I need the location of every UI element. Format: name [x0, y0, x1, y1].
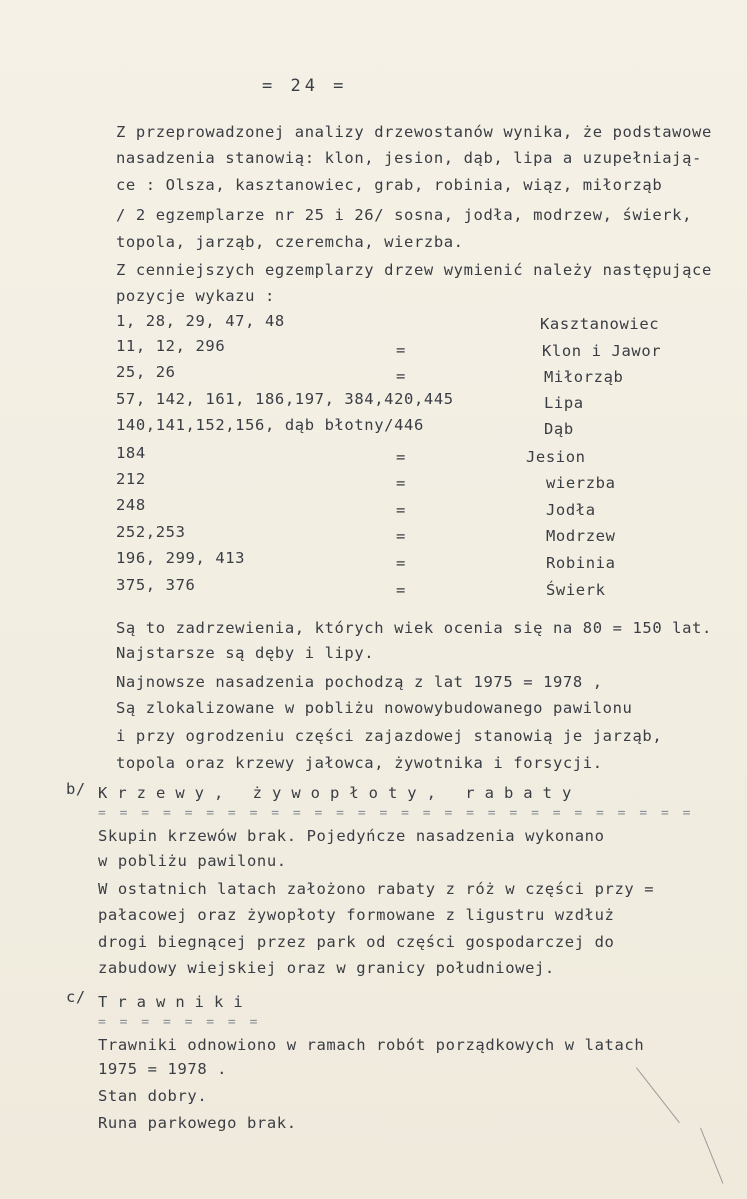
section-c-underline: = = = = = = = = [98, 1015, 261, 1030]
page-number: = 24 = [262, 76, 348, 96]
tree-numbers-1: 1, 28, 29, 47, 48 [116, 312, 285, 330]
age-line-1: Są to zadrzewienia, których wiek ocenia się na 80 = 150 lat. [116, 619, 712, 637]
section-c-line-3: Stan dobry. [98, 1087, 208, 1105]
tree-dash-2: = [396, 341, 406, 359]
age-line-4: Są zlokalizowane w pobliżu nowowybudowanego pawilonu [116, 699, 633, 717]
tree-numbers-8: 248 [116, 496, 146, 514]
tree-species-3: Miłorząb [544, 368, 624, 386]
tree-species-5: Dąb [544, 420, 574, 438]
tree-dash-3: = [396, 367, 406, 385]
tree-dash-8: = [396, 501, 406, 519]
intro-line-2: nasadzenia stanowią: klon, jesion, dąb, lipa a uzupełniają- [116, 149, 702, 167]
tree-numbers-11: 375, 376 [116, 576, 196, 594]
section-b-line-3: W ostatnich latach założono rabaty z róż w części przy = [98, 880, 655, 898]
age-line-5: i przy ogrodzeniu części zajazdowej stanowią je jarząb, [116, 727, 663, 745]
tree-dash-9: = [396, 527, 406, 545]
intro-line-7: pozycje wykazu : [116, 287, 275, 305]
section-c-line-4: Runa parkowego brak. [98, 1114, 297, 1132]
tree-numbers-10: 196, 299, 413 [116, 549, 246, 567]
pencil-stroke [700, 1128, 723, 1184]
section-b-line-4: pałacowej oraz żywopłoty formowane z ligustru wzdłuż [98, 906, 615, 924]
tree-numbers-3: 25, 26 [116, 363, 176, 381]
tree-numbers-5: 140,141,152,156, dąb błotny/446 [116, 416, 424, 434]
tree-species-6: Jesion [526, 448, 586, 466]
section-b-underline: = = = = = = = = = = = = = = = = = = = = = = = = = = = = [98, 806, 694, 821]
tree-dash-7: = [396, 474, 406, 492]
age-line-3: Najnowsze nasadzenia pochodzą z lat 1975 = 1978 , [116, 673, 603, 691]
tree-species-8: Jodła [546, 501, 596, 519]
section-b-title: Krzewy, żywopłoty, rabaty [98, 784, 582, 802]
intro-line-1: Z przeprowadzonej analizy drzewostanów wynika, że podstawowe [116, 123, 712, 141]
section-b-line-2: w pobliżu pawilonu. [98, 852, 287, 870]
intro-line-3: ce : Olsza, kasztanowiec, grab, robinia, wiąz, miłorząb [116, 176, 663, 194]
intro-line-4: / 2 egzemplarze nr 25 i 26/ sosna, jodła, modrzew, świerk, [116, 206, 693, 224]
section-c-marker: c/ [66, 988, 86, 1006]
section-b-marker: b/ [66, 780, 86, 798]
tree-numbers-4: 57, 142, 161, 186,197, 384,420,445 [116, 390, 454, 408]
age-line-6: topola oraz krzewy jałowca, żywotnika i forsycji. [116, 754, 603, 772]
section-b-line-5: drogi biegnącej przez park od części gospodarczej do [98, 933, 615, 951]
intro-line-6: Z cenniejszych egzemplarzy drzew wymienić należy następujące [116, 261, 712, 279]
tree-species-2: Klon i Jawor [542, 342, 662, 360]
tree-species-10: Robinia [546, 554, 616, 572]
section-b-line-6: zabudowy wiejskiej oraz w granicy południowej. [98, 959, 555, 977]
tree-numbers-9: 252,253 [116, 523, 186, 541]
tree-dash-10: = [396, 554, 406, 572]
section-c-line-1: Trawniki odnowiono w ramach robót porządkowych w latach [98, 1036, 645, 1054]
section-b-line-1: Skupin krzewów brak. Pojedyńcze nasadzenia wykonano [98, 827, 605, 845]
intro-line-5: topola, jarząb, czeremcha, wierzba. [116, 233, 464, 251]
tree-species-1: Kasztanowiec [540, 315, 660, 333]
section-c-line-2: 1975 = 1978 . [98, 1060, 228, 1078]
age-line-2: Najstarsze są dęby i lipy. [116, 644, 375, 662]
tree-species-7: wierzba [546, 474, 616, 492]
tree-species-9: Modrzew [546, 527, 616, 545]
tree-dash-6: = [396, 448, 406, 466]
tree-dash-11: = [396, 581, 406, 599]
tree-numbers-2: 11, 12, 296 [116, 337, 226, 355]
tree-numbers-6: 184 [116, 444, 146, 462]
tree-species-11: Świerk [546, 581, 606, 599]
tree-numbers-7: 212 [116, 470, 146, 488]
tree-species-4: Lipa [544, 394, 584, 412]
section-c-title: Trawniki [98, 993, 253, 1011]
pencil-stroke [636, 1067, 680, 1123]
